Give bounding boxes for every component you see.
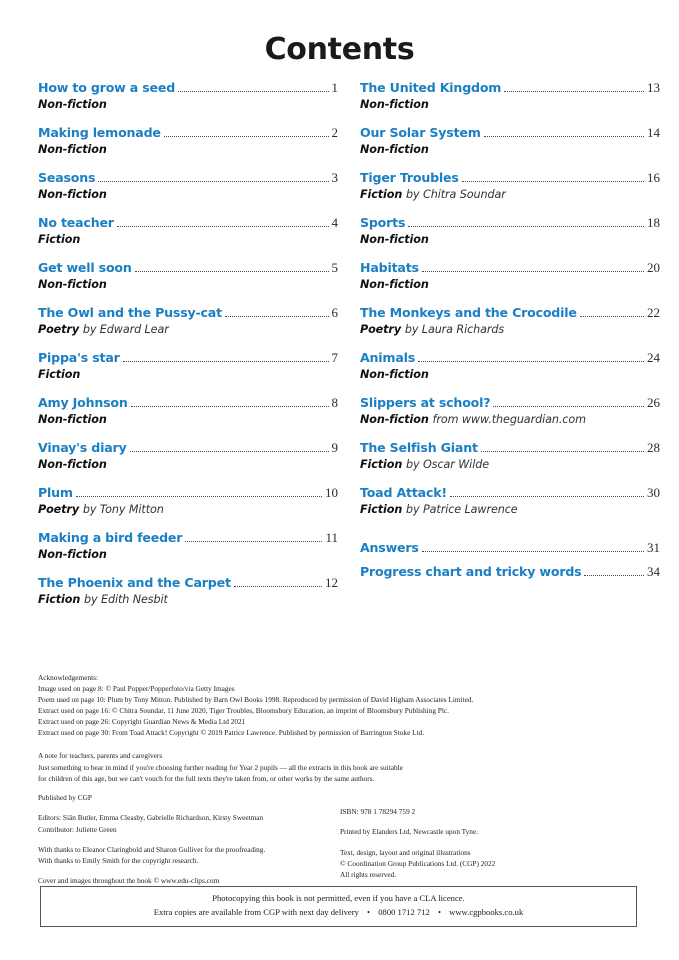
contents-entry[interactable] [38,440,338,471]
contents-entry-author: by Laura Richards [404,323,505,336]
contents-entry-genre: Fiction [38,593,81,606]
contents-columns [0,80,679,620]
contents-entry-title[interactable]: The United Kingdom [360,80,502,95]
contents-entry-line [360,540,660,556]
contents-entry-genre-line [38,278,338,291]
contents-entry-genre-line [38,188,338,201]
publisher: Published by CGP [38,793,92,802]
contents-entry-genre: Non-fiction [38,548,107,561]
contents-entry-author: by Chitra Soundar [406,188,506,201]
teacher-note-lines [38,762,642,784]
dot-leader [422,271,644,272]
contents-entry-line [38,530,338,546]
thanks-copyright-research: With thanks to Emily Smith for the copyright research. [38,856,199,866]
copyright-line: © Coordination Group Publications Ltd. (CGP) 2022 [340,858,496,868]
dot-leader [450,496,644,497]
rights-reserved: All rights reserved. [340,870,397,880]
contents-entry-title[interactable]: The Monkeys and the Crocodile [360,305,577,320]
contents-entry[interactable] [38,575,338,606]
dot-leader [135,271,329,272]
contents-entry-genre: Non-fiction [360,98,429,111]
contents-entry-line [38,260,338,276]
contents-entry[interactable] [38,305,338,336]
contents-entry-page-number: 7 [331,350,338,365]
contents-entry-title[interactable]: Vinay's diary [38,440,127,455]
contents-column-left [38,80,338,620]
contents-entry-page-number: 24 [647,350,660,365]
contents-entry-genre: Non-fiction [38,413,107,426]
dot-leader [422,551,644,552]
contents-entry-page-number: 2 [331,125,338,140]
teacher-note [38,750,642,783]
contents-entry-genre: Non-fiction [360,368,429,381]
dot-leader [76,496,322,497]
notice-extra-copies: Extra copies are available from CGP with next day delivery [153,906,359,917]
contents-entry-genre-line [38,233,338,246]
acknowledgements-heading: Acknowledgements: [38,673,98,682]
contents-entry-title[interactable]: How to grow a seed [38,80,176,95]
thanks-block [38,844,340,867]
contents-entry-line [38,170,338,186]
dot-leader [98,181,328,182]
colophon-right [340,792,642,896]
dot-leader [234,586,322,587]
contents-entry[interactable] [38,215,338,246]
contents-entry-title[interactable]: The Phoenix and the Carpet [38,575,231,590]
contents-entry-genre-line [38,98,338,111]
dot-leader [418,361,644,362]
contents-entry[interactable] [38,125,338,156]
contents-entry[interactable] [360,260,660,291]
contents-entry-page-number: 6 [331,305,338,320]
contributor: Contributor: Juliette Green [38,824,117,834]
teacher-note-line: Just something to bear in mind if you're choosing further reading for Year 2 pupils — all the extracts in this book are suitable [38,762,403,772]
contents-entry-page-number: 26 [647,395,660,410]
contents-entry[interactable] [360,564,660,580]
contents-entry-genre: Non-fiction [38,98,107,111]
dot-leader [493,406,644,407]
contents-entry-genre-line [38,323,338,336]
contents-entry-title[interactable]: Toad Attack! [360,485,447,500]
contents-entry-title[interactable]: Amy Johnson [38,395,128,410]
contents-entry-genre: Poetry [360,323,402,336]
thanks-proofreading: With thanks to Eleanor Claringbold and Sharon Gulliver for the proofreading. [38,844,266,854]
dot-leader [584,575,644,576]
contents-entry-line [38,440,338,456]
contents-entry[interactable] [38,485,338,516]
contents-entry-title[interactable]: Progress chart and tricky words [360,564,582,579]
dot-leader [504,91,644,92]
contents-entry-title[interactable]: Making lemonade [38,125,161,140]
bullet-separator-icon: • [367,906,371,917]
editors-block [38,812,340,835]
contents-entry[interactable] [38,350,338,381]
contents-entry[interactable] [360,170,660,201]
contents-entry-genre-line [38,143,338,156]
contents-entry-page-number: 31 [647,540,660,555]
page-title: Contents [264,32,415,67]
contents-entry-genre: Fiction [360,503,403,516]
contents-entry-genre: Non-fiction [38,458,107,471]
dot-leader [117,226,329,227]
contents-entry-line [38,575,338,591]
contents-entry-page-number: 18 [647,215,660,230]
acknowledgement-line: Image used on page 8: © Paul Popper/Popperfoto/via Getty Images [38,684,235,694]
dot-leader [225,316,329,317]
contents-entry-genre-line [360,323,660,336]
cover-credit: Cover and images throughout the book © www.edu-clips.com [38,876,220,886]
contents-entry-page-number: 14 [647,125,660,140]
contents-entry-genre-line [360,503,660,516]
contents-entry-title[interactable]: No teacher [38,215,114,230]
contents-entry-line [360,260,660,276]
contents-entry-title[interactable]: Slippers at school? [360,395,491,410]
contents-entry[interactable] [38,170,338,201]
acknowledgement-line: Extract used on page 26: Copyright Guardian News & Media Ltd 2021 [38,717,246,727]
text-design-credit: Text, design, layout and original illustrations [340,847,471,857]
contents-entry-page-number: 12 [325,575,338,590]
contents-entry-line [360,80,660,96]
contents-entry-genre-line [38,548,338,561]
contents-entry-line [38,215,338,231]
acknowledgement-line: Extract used on page 30: From Toad Attack! Copyright © 2019 Patrice Lawrence. Published by permission of Barrington Stoke Ltd. [38,728,425,738]
printed-by: Printed by Elanders Ltd, Newcastle upon Tyne. [340,827,478,837]
dot-leader [462,181,644,182]
contents-entry-page-number: 16 [647,170,660,185]
contents-entry-line [360,395,660,411]
contents-column-right [360,80,660,620]
contents-entry-genre: Non-fiction [360,233,429,246]
contents-entry-page-number: 10 [325,485,338,500]
contents-entry-line [360,125,660,141]
contents-entry-page-number: 5 [331,260,338,275]
colophon-left [38,792,340,896]
dot-leader [164,136,329,137]
contents-entry-line [38,485,338,501]
contents-entry-title[interactable]: Animals [360,350,416,365]
contents-entry-genre-line [360,458,660,471]
contents-entry-genre: Fiction [360,188,403,201]
notice-line-1: Photocopying this book is not permitted, even if you have a CLA licence. [212,893,465,903]
contents-entry-title[interactable]: The Owl and the Pussy-cat [38,305,222,320]
dot-leader [131,406,329,407]
contents-entry-page-number: 13 [647,80,660,95]
contents-entry-page-number: 9 [331,440,338,455]
contents-entry-title[interactable]: Plum [38,485,73,500]
isbn-block [340,806,642,817]
contents-entry-line [360,440,660,456]
notice-line-2 [41,906,636,920]
notice-phone: 0800 1712 712 [378,906,430,917]
contents-entry-title[interactable]: Pippa's star [38,350,120,365]
contents-entry-line [360,305,660,321]
contents-entry-title[interactable]: Answers [360,540,419,555]
contents-entry-genre-line [360,368,660,381]
contents-entry-genre-line [360,98,660,111]
contents-entry-genre-line [360,278,660,291]
contents-entry-title[interactable]: Seasons [38,170,96,185]
contents-entry[interactable] [38,395,338,426]
contents-entry-genre: Fiction [38,368,81,381]
dot-leader [130,451,329,452]
contents-entry-page-number: 30 [647,485,660,500]
contents-entry-line [38,350,338,366]
contents-entry-line [360,485,660,501]
contents-entry[interactable] [360,540,660,556]
contents-entry-title[interactable]: Habitats [360,260,419,275]
copyright-block [340,847,642,881]
contents-entry-title[interactable]: Making a bird feeder [38,530,183,545]
contents-entry[interactable] [38,530,338,561]
contents-entry[interactable] [360,305,660,336]
dot-leader [178,91,328,92]
contents-entry[interactable] [360,350,660,381]
contents-entry-author: from www.theguardian.com [432,413,586,426]
contents-entry-genre: Poetry [38,503,80,516]
editors: Editors: Siân Butler, Emma Cleasby, Gabrielle Richardson, Kirsty Sweetman [38,813,264,823]
dot-leader [481,451,644,452]
contents-entry-genre: Poetry [38,323,80,336]
contents-entry-genre-line [38,368,338,381]
contents-entry-genre-line [38,593,338,606]
contents-entry-genre: Non-fiction [360,278,429,291]
contents-entry[interactable] [360,80,660,111]
contents-entry-author: by Edward Lear [82,323,169,336]
contents-entry-genre-line [360,413,660,426]
contents-entry-author: by Tony Mitton [82,503,164,516]
dot-leader [185,541,322,542]
contents-entry-genre: Fiction [38,233,81,246]
contents-entry-genre: Non-fiction [360,413,429,426]
contents-entry-genre-line [360,188,660,201]
contents-entry-author: by Oscar Wilde [406,458,489,471]
contents-entry-page-number: 20 [647,260,660,275]
teacher-note-heading: A note for teachers, parents and caregivers [38,751,163,761]
contents-entry-genre: Non-fiction [38,188,107,201]
contents-entry-title[interactable]: Get well soon [38,260,132,275]
contents-entry-page-number: 22 [647,305,660,320]
contents-entry-title[interactable]: Our Solar System [360,125,481,140]
notice-website: www.cgpbooks.co.uk [449,906,524,917]
contents-entry-author: by Edith Nesbit [84,593,168,606]
contents-entry-page-number: 3 [331,170,338,185]
dot-leader [408,226,644,227]
dot-leader [123,361,329,362]
contents-entry-title[interactable]: The Selfish Giant [360,440,478,455]
contents-entry-line [360,215,660,231]
contents-entry-page-number: 1 [331,80,338,95]
acknowledgements-list [38,683,642,738]
contents-entry[interactable] [38,260,338,291]
isbn: ISBN: 978 1 78294 759 2 [340,807,416,816]
contents-entry-genre: Non-fiction [360,143,429,156]
contents-entry-page-number: 34 [647,564,660,579]
contents-entry-line [360,350,660,366]
printer-block [340,826,642,837]
dot-leader [484,136,644,137]
contents-entry-line [38,305,338,321]
teacher-note-line: for children of this age, but we can't vouch for the full texts they're taken from, or other works by the same authors. [38,773,375,783]
contents-entry-line [360,564,660,580]
contents-entry-genre-line [38,413,338,426]
publisher-block [38,792,340,803]
contents-entry-author: by Patrice Lawrence [406,503,518,516]
contents-entry-title[interactable]: Tiger Troubles [360,170,459,185]
contents-entry-genre-line [38,503,338,516]
contents-entry-line [38,125,338,141]
contents-entry[interactable] [360,440,660,471]
contents-entry-line [360,170,660,186]
contents-entry[interactable] [360,215,660,246]
contents-entry-genre: Non-fiction [38,278,107,291]
contents-entry[interactable] [360,395,660,426]
contents-entry-line [38,80,338,96]
contents-entry-genre: Fiction [360,458,403,471]
dot-leader [580,316,644,317]
contents-entry-title[interactable]: Sports [360,215,406,230]
colophon [38,792,642,896]
contents-entry-genre: Non-fiction [38,143,107,156]
acknowledgement-line: Poem used on page 10: Plum by Tony Mitton. Published by Barn Owl Books 1998. Reproduced by permission of David Higham Associates Limited. [38,695,474,705]
contents-entry-page-number: 4 [331,215,338,230]
contents-entry[interactable] [360,125,660,156]
contents-entry-page-number: 11 [325,530,338,545]
contents-entry-genre-line [360,143,660,156]
contents-entry-genre-line [360,233,660,246]
contents-entry-page-number: 8 [331,395,338,410]
backmatter [38,672,642,784]
contents-entry-line [38,395,338,411]
contents-entry-page-number: 28 [647,440,660,455]
contents-entry[interactable] [38,80,338,111]
acknowledgement-line: Extract used on page 16: © Chitra Soundar, 11 June 2020, Tiger Troubles, Bloomsbury Education, an imprint of Bloomsbury Publishing Plc. [38,706,449,716]
bullet-separator-icon: • [437,906,441,917]
contents-entry[interactable] [360,485,660,516]
contents-entry-genre-line [38,458,338,471]
photocopying-notice-box [40,886,637,927]
